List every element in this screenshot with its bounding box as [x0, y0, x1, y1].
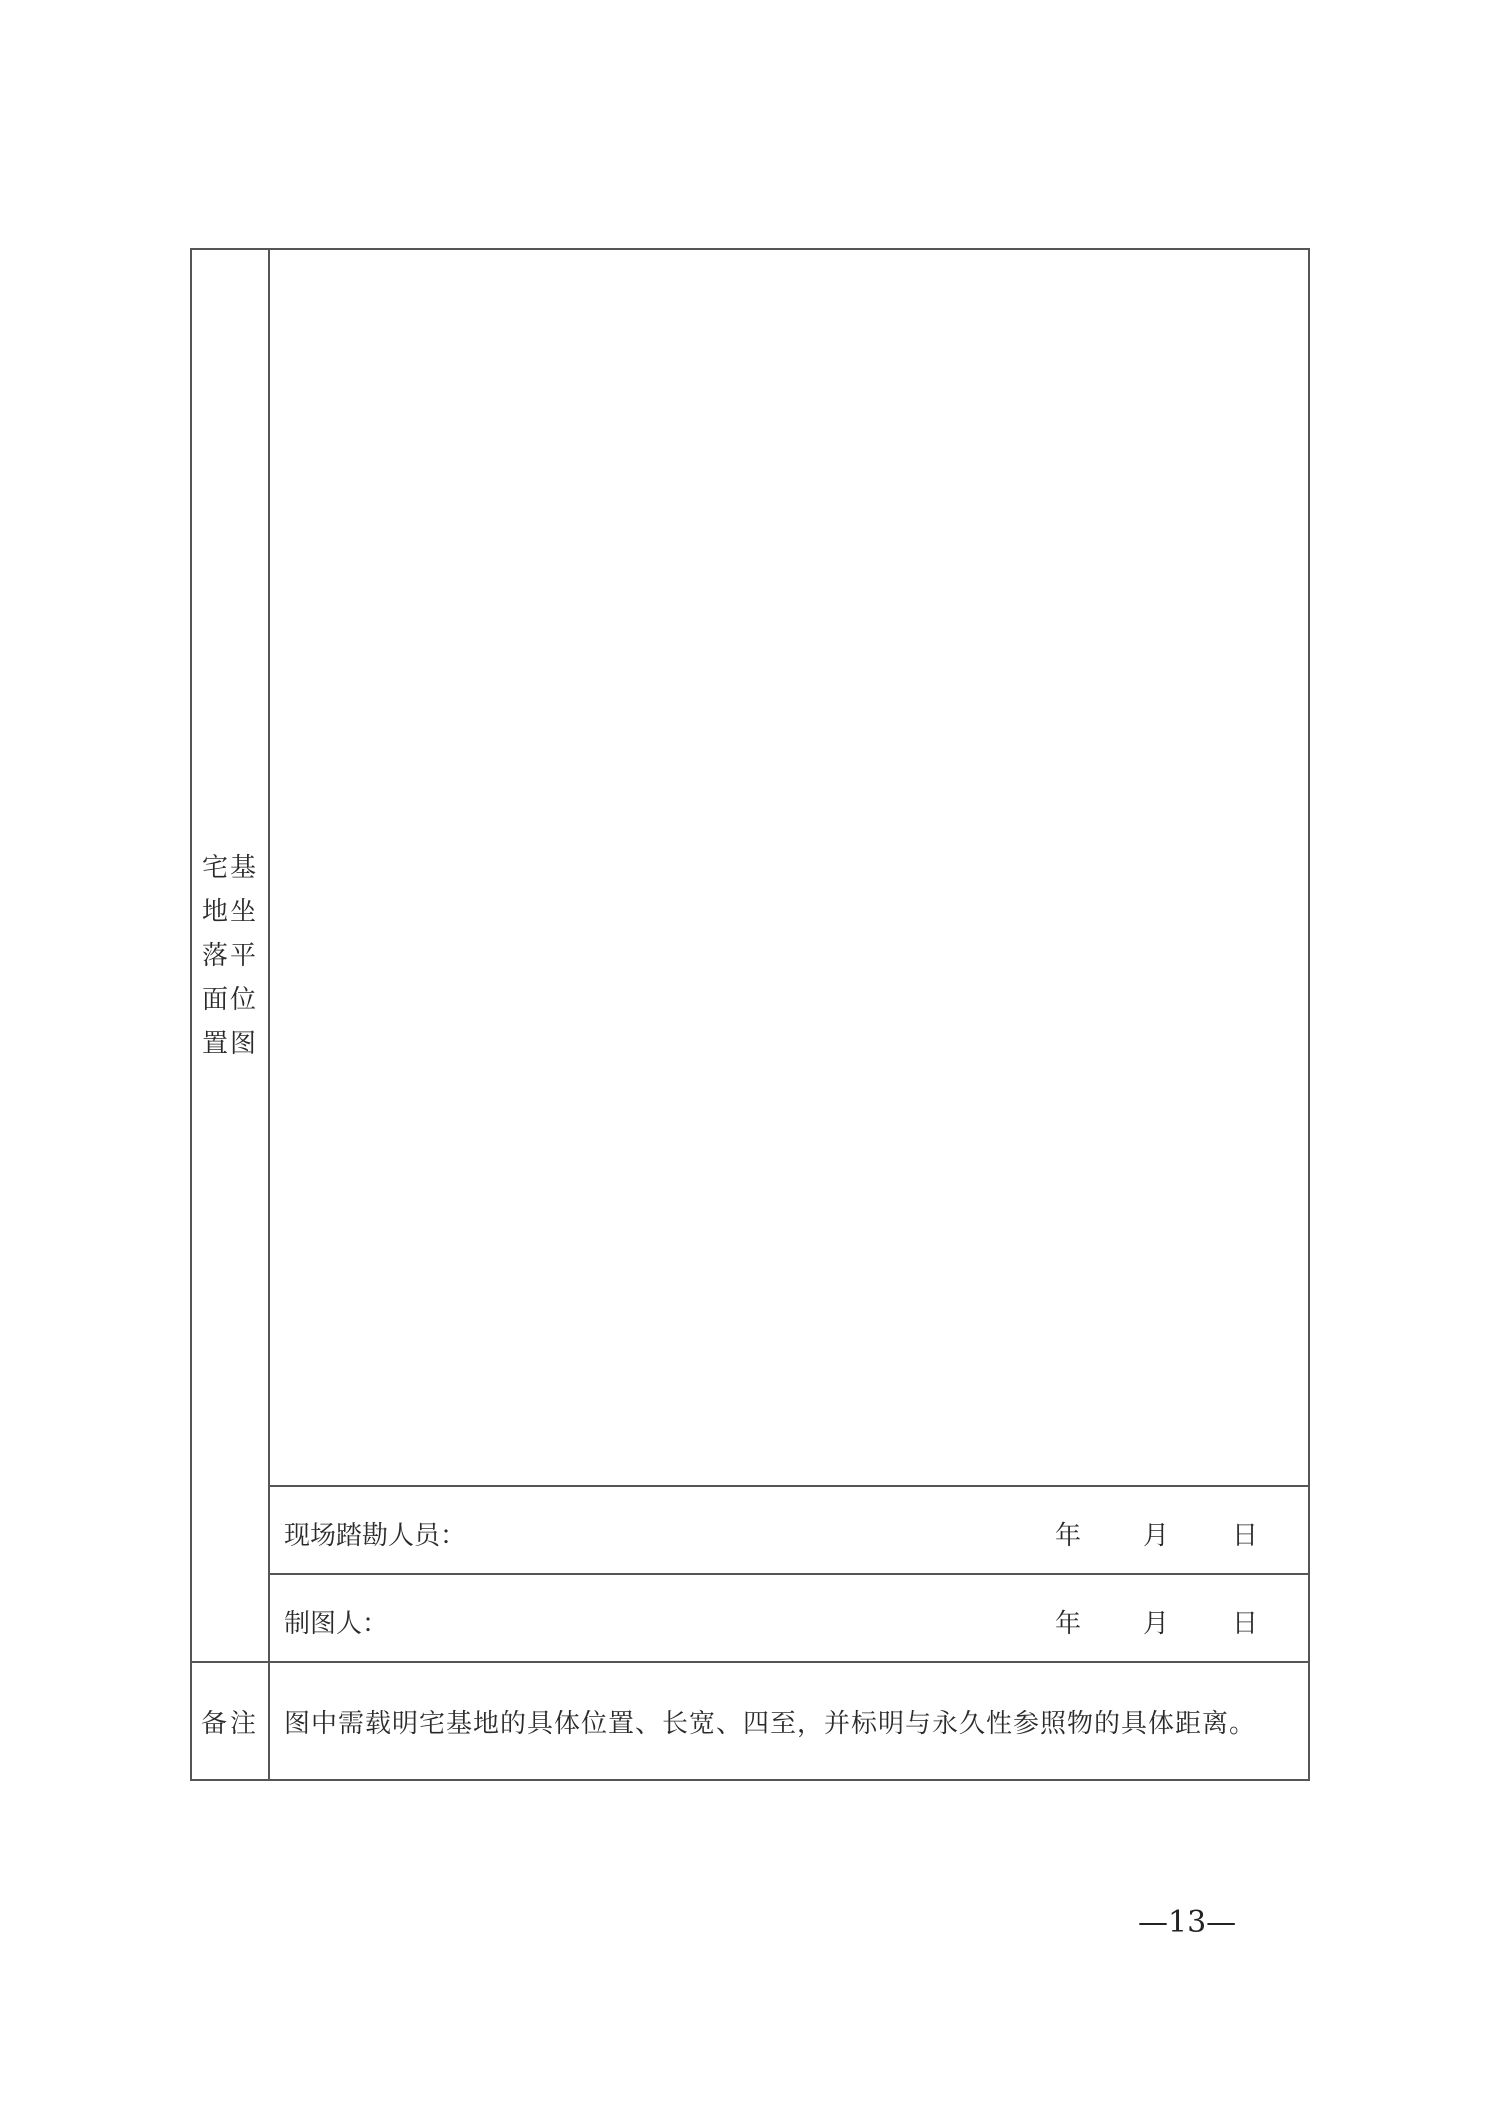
remark-text: 图中需载明宅基地的具体位置、长宽、四至，并标明与永久性参照物的具体距离。	[269, 1662, 1309, 1780]
drafter-date-day: 日	[1232, 1609, 1259, 1639]
surveyor-date-month: 月	[1143, 1521, 1170, 1551]
surveyor-row	[269, 1486, 1309, 1574]
surveyor-date-day: 日	[1232, 1521, 1259, 1551]
site-plan-drawing-area[interactable]	[269, 249, 1309, 1486]
remark-label: 备注	[191, 1662, 269, 1780]
drafter-date-year: 年	[1055, 1609, 1082, 1639]
side-label-cell	[191, 249, 269, 1662]
page-number: —13—	[1138, 1905, 1237, 1940]
drafter-date-month: 月	[1143, 1609, 1170, 1639]
surveyor-date-year: 年	[1055, 1521, 1082, 1551]
site-plan-form-table	[190, 248, 1310, 1781]
drafter-label: 制图人：	[284, 1609, 389, 1639]
drafter-row	[269, 1574, 1309, 1662]
surveyor-label: 现场踏勘人员：	[284, 1521, 467, 1551]
site-plan-side-label: 宅基地坐落平面位置图	[202, 852, 259, 1059]
